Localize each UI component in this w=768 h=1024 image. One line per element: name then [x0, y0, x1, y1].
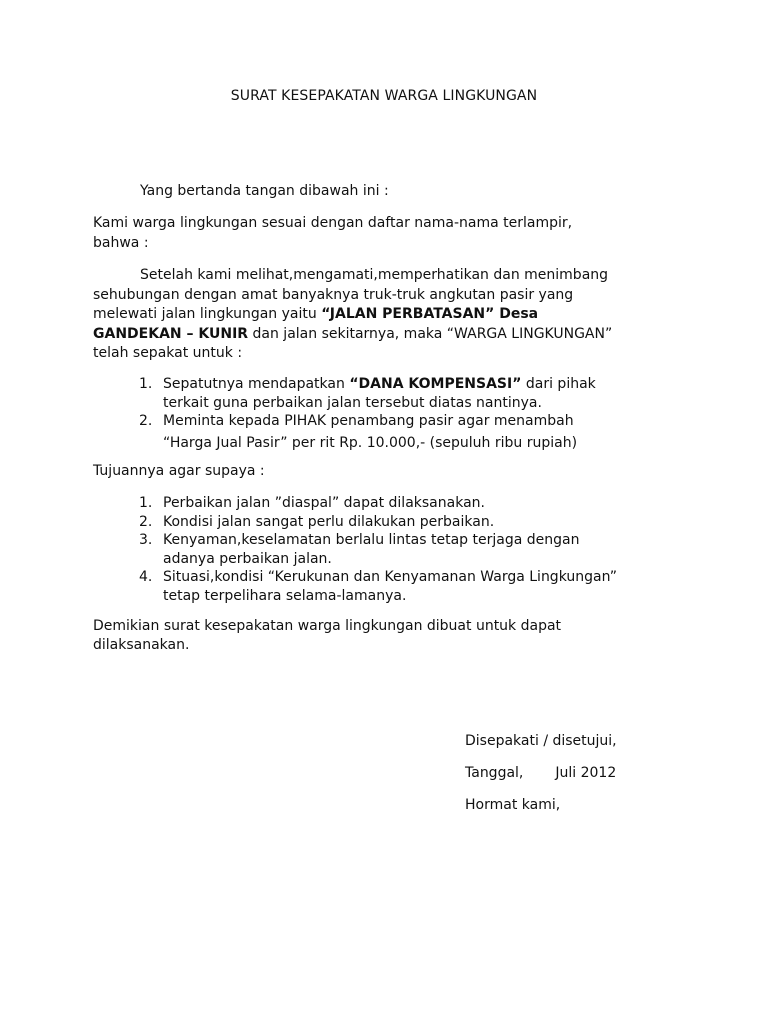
list-item	[139, 375, 596, 412]
agreement-list	[139, 375, 596, 452]
compensation-emphasis: “DANA KOMPENSASI”	[349, 376, 522, 392]
signature-regards: Hormat kami,	[465, 797, 561, 813]
list-number: 2.	[139, 513, 153, 530]
purpose-line: Tujuannya agar supaya :	[93, 463, 265, 479]
list-item-text: Sepatutnya mendapatkan	[163, 376, 350, 392]
list-item-line-1: Kondisi jalan sangat perlu dilakukan perbaikan.	[163, 513, 495, 530]
list-item	[139, 494, 617, 513]
purpose-list	[139, 494, 617, 605]
paragraph-1-line-1: Kami warga lingkungan sesuai dengan daftar nama-nama terlampir,	[93, 215, 573, 231]
list-number: 3.	[139, 532, 153, 548]
intro-line: Yang bertanda tangan dibawah ini :	[140, 183, 389, 199]
paragraph-2-line-3-text: melewati jalan lingkungan yaitu	[93, 306, 322, 322]
paragraph-2-line-1: Setelah kami melihat,mengamati,memperhatikan dan menimbang	[140, 267, 609, 283]
list-item-line-2: adanya perbaikan jalan.	[163, 550, 332, 567]
paragraph-2-line-5: telah sepakat untuk :	[93, 345, 243, 361]
list-number: 4.	[139, 569, 153, 585]
list-number: 1.	[139, 376, 153, 392]
signature-agreed: Disepakati / disetujui,	[465, 733, 617, 749]
list-item-line-1: Meminta kepada PIHAK penambang pasir agar menambah	[163, 413, 574, 429]
closing-line-2: dilaksanakan.	[93, 637, 190, 653]
list-item	[139, 513, 617, 532]
road-name-emphasis: “JALAN PERBATASAN” Desa	[321, 306, 539, 322]
village-name-emphasis: GANDEKAN – KUNIR	[93, 326, 249, 342]
paragraph-2-line-4	[93, 324, 612, 344]
list-item-text: dari pihak	[521, 376, 596, 392]
list-item	[139, 412, 596, 452]
list-item-line-1: Kenyaman,keselamatan berlalu lintas tetap terjaga dengan	[163, 532, 580, 548]
list-item-line-2: terkait guna perbaikan jalan tersebut diatas nantinya.	[163, 394, 542, 411]
document-title: SURAT KESEPAKATAN WARGA LINGKUNGAN	[230, 88, 538, 104]
signature-date	[465, 763, 616, 783]
list-item	[139, 568, 617, 605]
list-item-line-1: Situasi,kondisi “Kerukunan dan Kenyamanan Warga Lingkungan”	[163, 569, 617, 585]
list-item-line-1: Perbaikan jalan ”diaspal” dapat dilaksanakan.	[163, 495, 485, 511]
paragraph-2-line-4-text: dan jalan sekitarnya, maka “WARGA LINGKUNGAN”	[248, 326, 613, 342]
closing-line-1: Demikian surat kesepakatan warga lingkungan dibuat untuk dapat	[93, 618, 562, 634]
list-item	[139, 531, 617, 568]
list-item-line-2: tetap terpelihara selama-lamanya.	[163, 587, 407, 604]
paragraph-1-line-2: bahwa :	[93, 235, 149, 251]
list-item-line-2: “Harga Jual Pasir” per rit Rp. 10.000,- (sepuluh ribu rupiah)	[163, 434, 578, 451]
list-number: 1.	[139, 495, 153, 511]
date-value: Juli 2012	[555, 765, 617, 781]
paragraph-2-line-2: sehubungan dengan amat banyaknya truk-truk angkutan pasir yang	[93, 287, 574, 303]
date-label: Tanggal,	[465, 765, 524, 781]
list-item-line-1	[163, 375, 596, 394]
paragraph-2-line-3	[93, 304, 538, 324]
list-number: 2.	[139, 413, 153, 429]
